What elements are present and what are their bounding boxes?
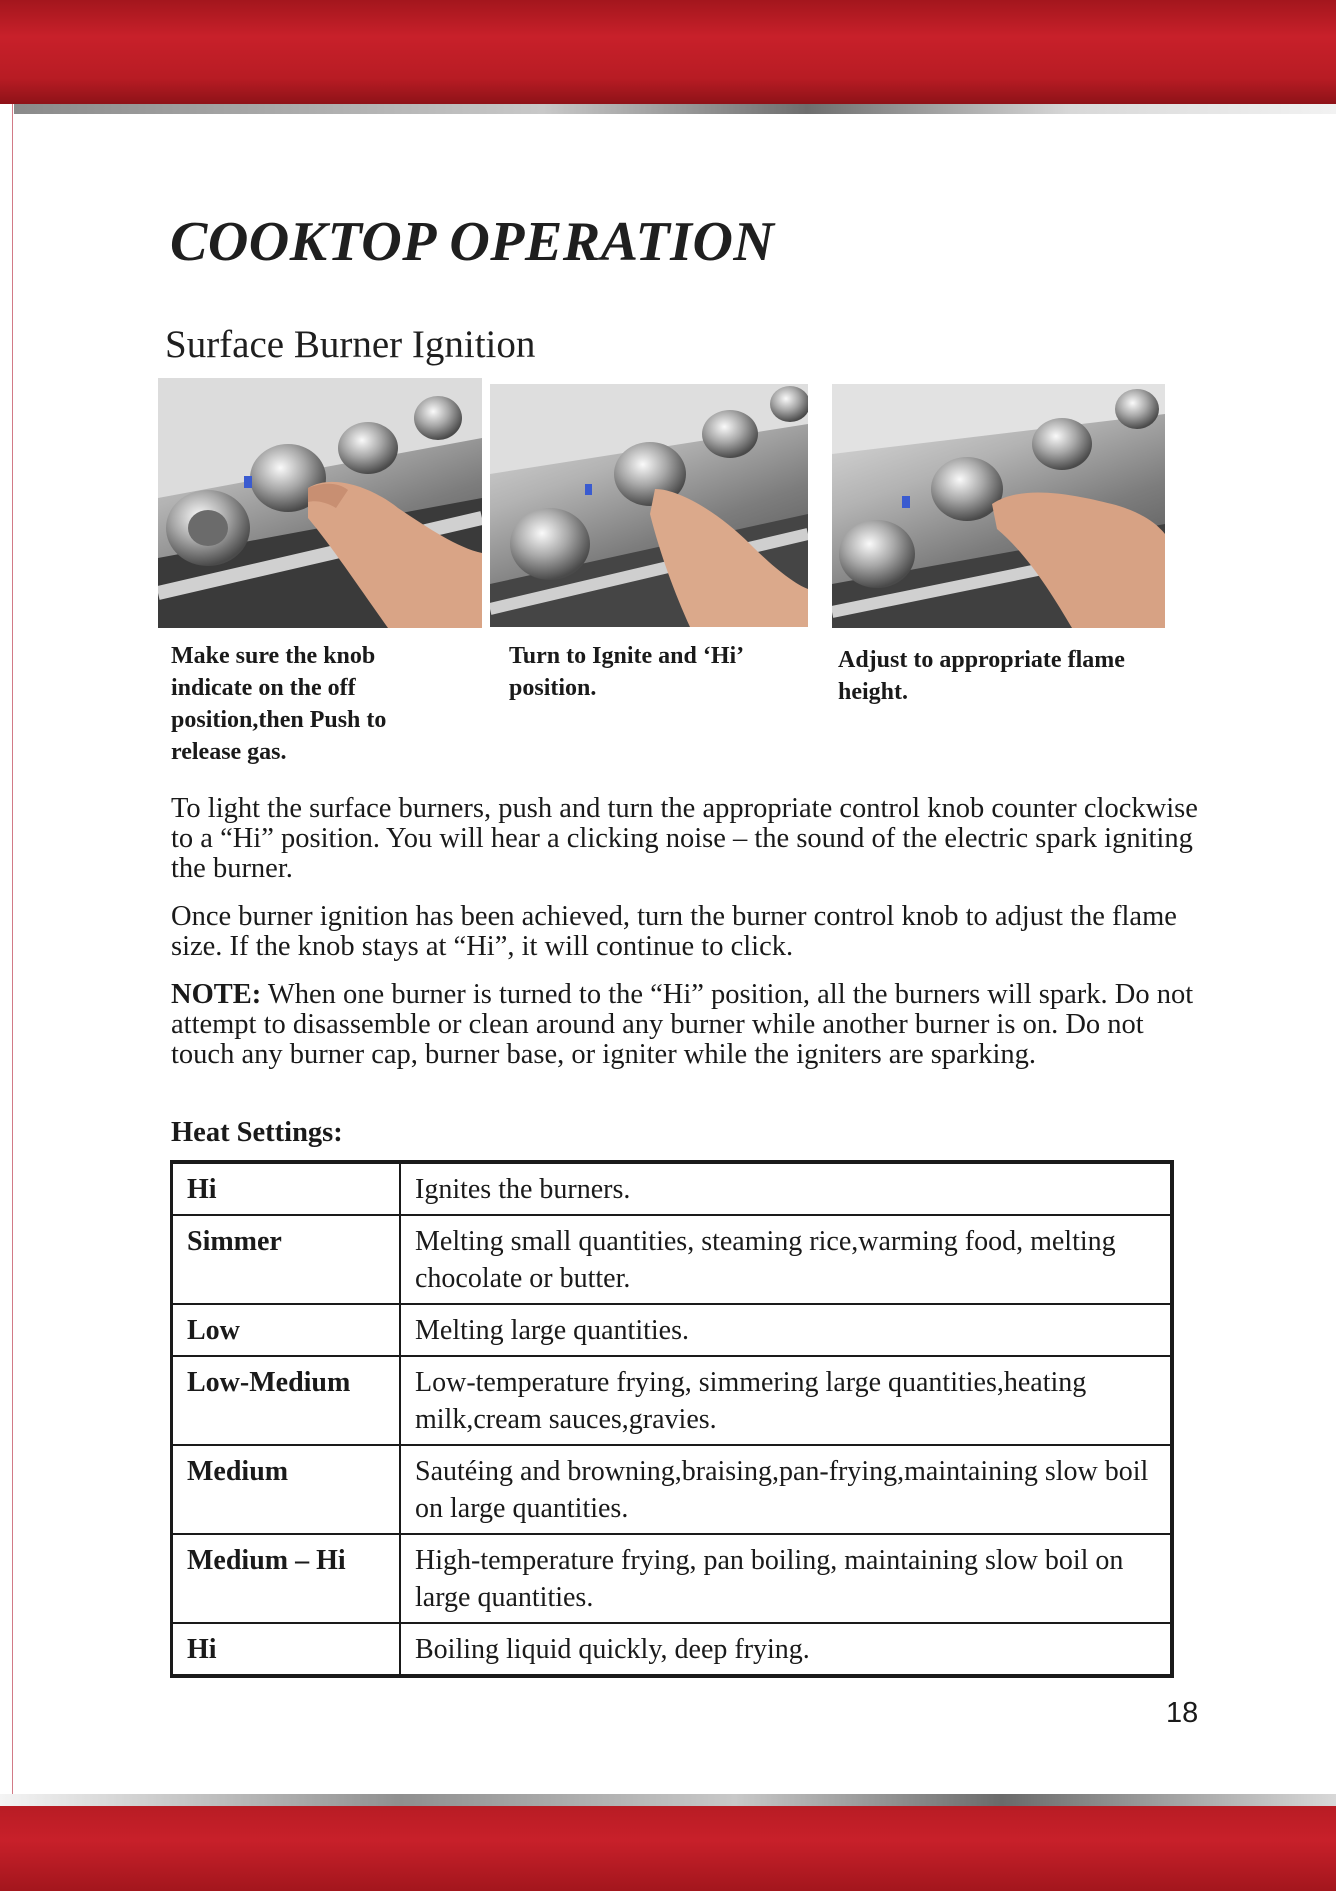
knob-photo-ignite-position — [490, 384, 808, 627]
table-row — [172, 1356, 1173, 1445]
table-row — [172, 1623, 1173, 1676]
note-paragraph — [171, 980, 1201, 1070]
page-title: COOKTOP OPERATION — [170, 211, 775, 273]
knob-photo-off-position — [158, 378, 482, 628]
footer-rule — [0, 1794, 1336, 1806]
knob-photo-flame-height — [832, 384, 1165, 628]
setting-description: Melting small quantities, steaming rice,warming food, melting chocolate or butter. — [400, 1215, 1172, 1304]
photo-caption-2: Turn to Ignite and ‘Hi’ position. — [509, 643, 743, 701]
header-rule — [14, 104, 1336, 114]
setting-description: Boiling liquid quickly, deep frying. — [400, 1623, 1172, 1676]
photo-caption-1: Make sure the knob indicate on the off position,then Push to release gas. — [171, 643, 387, 765]
note-text: When one burner is turned to the “Hi” position, all the burners will spark. Do not attempt to disassemble or clean around any burner while another burner is on. Do not touch any burner cap, burner base, or igniter while the igniters are sparking. — [171, 979, 1194, 1070]
heat-settings-table — [170, 1160, 1174, 1678]
page-margin-line — [12, 104, 13, 1794]
table-row — [172, 1534, 1173, 1623]
setting-name: Low — [172, 1304, 401, 1356]
setting-description: Low-temperature frying, simmering large quantities,heating milk,cream sauces,gravies. — [400, 1356, 1172, 1445]
setting-name: Hi — [172, 1623, 401, 1676]
setting-description: Melting large quantities. — [400, 1304, 1172, 1356]
setting-name: Medium — [172, 1445, 401, 1534]
note-label: NOTE: — [171, 979, 262, 1010]
table-row — [172, 1215, 1173, 1304]
table-row — [172, 1162, 1173, 1215]
header-band — [0, 0, 1336, 104]
page-number: 18 — [1166, 1697, 1199, 1729]
setting-description: Sautéing and browning,braising,pan-frying,maintaining slow boil on large quantities. — [400, 1445, 1172, 1534]
setting-name: Medium – Hi — [172, 1534, 401, 1623]
table-row — [172, 1445, 1173, 1534]
setting-name: Simmer — [172, 1215, 401, 1304]
heat-settings-heading: Heat Settings: — [171, 1117, 343, 1148]
setting-name: Hi — [172, 1162, 401, 1215]
footer-band — [0, 1806, 1336, 1891]
instructions-paragraph-adjust: Once burner ignition has been achieved, turn the burner control knob to adjust the flame size. If the knob stays at “Hi”, it will continue to click. — [171, 901, 1177, 962]
setting-name: Low-Medium — [172, 1356, 401, 1445]
setting-description: High-temperature frying, pan boiling, maintaining slow boil on large quantities. — [400, 1534, 1172, 1623]
section-subtitle: Surface Burner Ignition — [165, 323, 536, 366]
setting-description: Ignites the burners. — [400, 1162, 1172, 1215]
photo-caption-3: Adjust to appropriate flame height. — [838, 647, 1125, 705]
instructions-paragraph-ignite: To light the surface burners, push and turn the appropriate control knob counter clockwise to a “Hi” position. You will hear a clicking noise – the sound of the electric spark igniting the burner. — [171, 793, 1198, 884]
table-row — [172, 1304, 1173, 1356]
